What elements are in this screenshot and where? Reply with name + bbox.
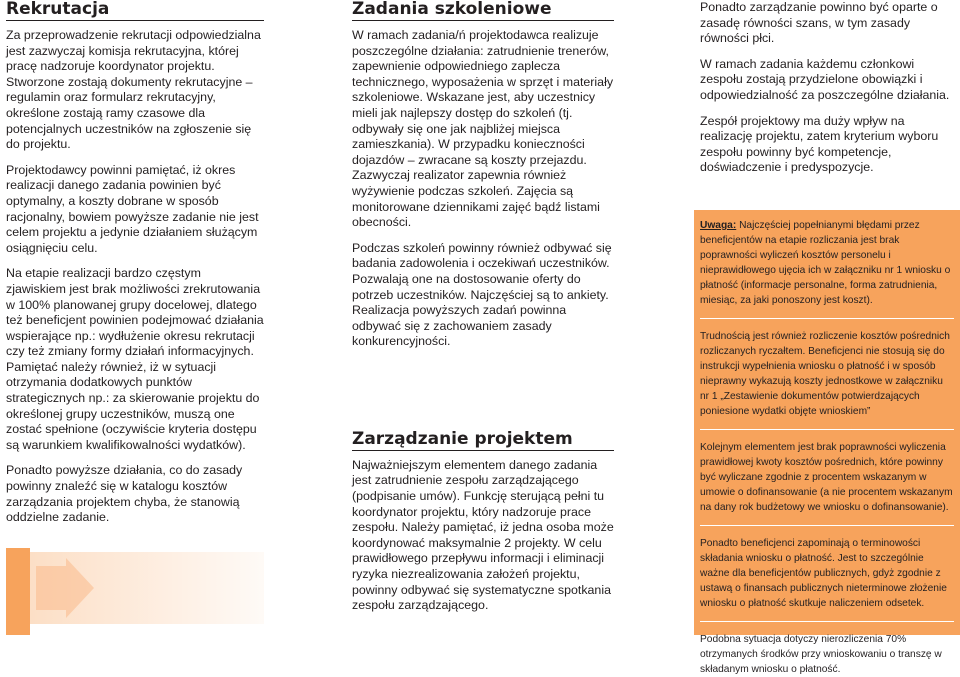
paragraph: Podczas szkoleń powinny również odbywać się badania zadowolenia i oczekiwań uczestników. Pozwalają one na dostosowanie oferty do potrzeb uczestników. Najczęściej są to ankiety. Realizacja powyższych zadań powinna odbywać się z zachowaniem zasady konkurencyjności. [352, 240, 612, 349]
warning-note-box [694, 210, 960, 675]
note-paragraph: Kolejnym elementem jest brak poprawności wyliczenia prawidłowej kwoty kosztów pośrednich, które powinny być wyliczane zgodnie z procentem wskazanym w umowie o dofinansowanie (a nie procentem wskazanym na dany rok budżetowy we wniosku o dofinansowanie). [700, 442, 953, 513]
paragraph: Zespół projektowy ma duży wpływ na realizację projektu, zatem kryterium wyboru zespołu powinny być kompetencje, doświadczenie i predyspozycje. [700, 113, 939, 175]
paragraph: Najważniejszym elementem danego zadania jest zatrudnienie zespołu zarządzającego (podpisanie umów). Funkcję sterującą pełni tu koordynator projektu, który nadzoruje prace zespołu. Należy pamiętać, iż jedna osoba może koordynować maksymalnie 2 projekty. W celu prawidłowego przepływu informacji i eliminacji ryzyka niezrealizowania założeń projektu, powinny odbywać się systematyczne spotkania zespołu zarządzającego. [352, 457, 614, 613]
section-title-recruitment: Rekrutacja [6, 0, 264, 21]
uwaga-label: Uwaga: [700, 220, 737, 231]
note-text: Najczęściej popełnianymi błędami przez beneficjentów na etapie rozliczania jest brak poprawności wyliczeń kosztów personelu i nieprawidłowego ujęcia ich w załączniku nr 1 wniosku o płatność (informacje personalne, forma zatrudnienia, miesiąc, za jaki ponoszony jest koszt). [700, 220, 951, 306]
paragraph: W ramach zadania każdemu członkowi zespołu zostają przydzielone obowiązki i odpowiedzialność za poszczególne działania. [700, 56, 950, 102]
divider [700, 621, 954, 622]
note-paragraph: Ponadto beneficjenci zapominają o terminowości składania wniosku o płatność. Jest to szczególnie ważne dla beneficjentów publicznych, gdyż zgodnie z ustawą o finansach publicznych nieterminowe złożenie wniosku o płatność skutkuje naliczeniem odsetek. [700, 538, 947, 609]
paragraph: Projektodawcy powinni pamiętać, iż okres realizacji danego zadania powinien być optymalny, a koszty dobrane w sposób racjonalny, bowiem powyższe zadanie nie jest celem projektu a jedynie działaniem służącym osiągnięciu celu. [6, 162, 259, 255]
divider [700, 318, 954, 319]
paragraph: Za przeprowadzenie rekrutacji odpowiedzialna jest zazwyczaj komisja rekrutacyjna, której pracę nadzoruje koordynator projektu. Stworzone zostają dokumenty rekrutacyjne – regulamin oraz formularz rekrutacyjny, określone zostają ramy czasowe dla potencjalnych uczestników na zgłoszenie się do projektu. [6, 28, 261, 152]
note-paragraph: Trudnością jest również rozliczenie kosztów pośrednich rozliczanych ryczałtem. Beneficjenci nie stosują się do instrukcji wypełnienia wniosku o płatność i w sposób nieprawny wykazują koszty jednostkowe w załączniku nr 1 „Zestawienie dokumentów potwierdzających poniesione wydatki objęte wnioskiem” [700, 331, 950, 417]
note-paragraph [700, 218, 954, 308]
column-management-continued [700, 0, 956, 186]
column-recruitment [6, 0, 264, 536]
column-training-management [352, 0, 614, 624]
note-paragraph: Podobna sytuacja dotyczy nierozliczenia 70% otrzymanych środków przy wnioskowaniu o transzę w składanym wniosku o płatność. [700, 634, 942, 675]
paragraph: Na etapie realizacji bardzo częstym zjawiskiem jest brak możliwości zrekrutowania w 100% planowanej grupy docelowej, dlatego też beneficjent powinien podejmować działania wspierające np.: wydłużenie okresu rekrutacji czy też zmiany formy działań informacyjnych. Pamiętać należy również, iż w sytuacji otrzymania dodatkowych punktów strategicznych np.: za skierowanie projektu do określonej grupy uczestników, muszą one zostać spełnione (oczywiście kryteria dostępu są warunkiem kwalifikowalności wydatków). [6, 266, 264, 452]
paragraph: Ponadto zarządzanie powinno być oparte o zasadę równości szans, w tym zasady równości płci. [700, 0, 938, 46]
divider [700, 525, 954, 526]
section-title-project-management: Zarządzanie projektem [352, 430, 614, 451]
paragraph: W ramach zadania/ń projektodawca realizuje poszczególne działania: zatrudnienie trenerów, zapewnienie odpowiedniego zaplecza technicznego, wyposażenia w sprzęt i materiały szkoleniowe. Wskazane jest, aby uczestnicy mieli jak najlepszy dostęp do szkoleń (tj. odbywały się one jak najbliżej miejsca zamieszkania). W przypadku konieczności dojazdów – zwracane są koszty przejazdu. Zazwyczaj realizator zapewnia również wyżywienie podczas szkoleń. Zajęcia są monitorowane dziennikami zajęć bądź listami obecności. [352, 28, 614, 230]
paragraph: Ponadto powyższe działania, co do zasady powinny znaleźć się w katalogu kosztów zarządzania projektem chyba, że stanowią oddzielne zadanie. [6, 463, 243, 525]
section-title-training: Zadania szkoleniowe [352, 0, 614, 21]
divider [700, 429, 954, 430]
decorative-arrow-shape [6, 548, 264, 635]
